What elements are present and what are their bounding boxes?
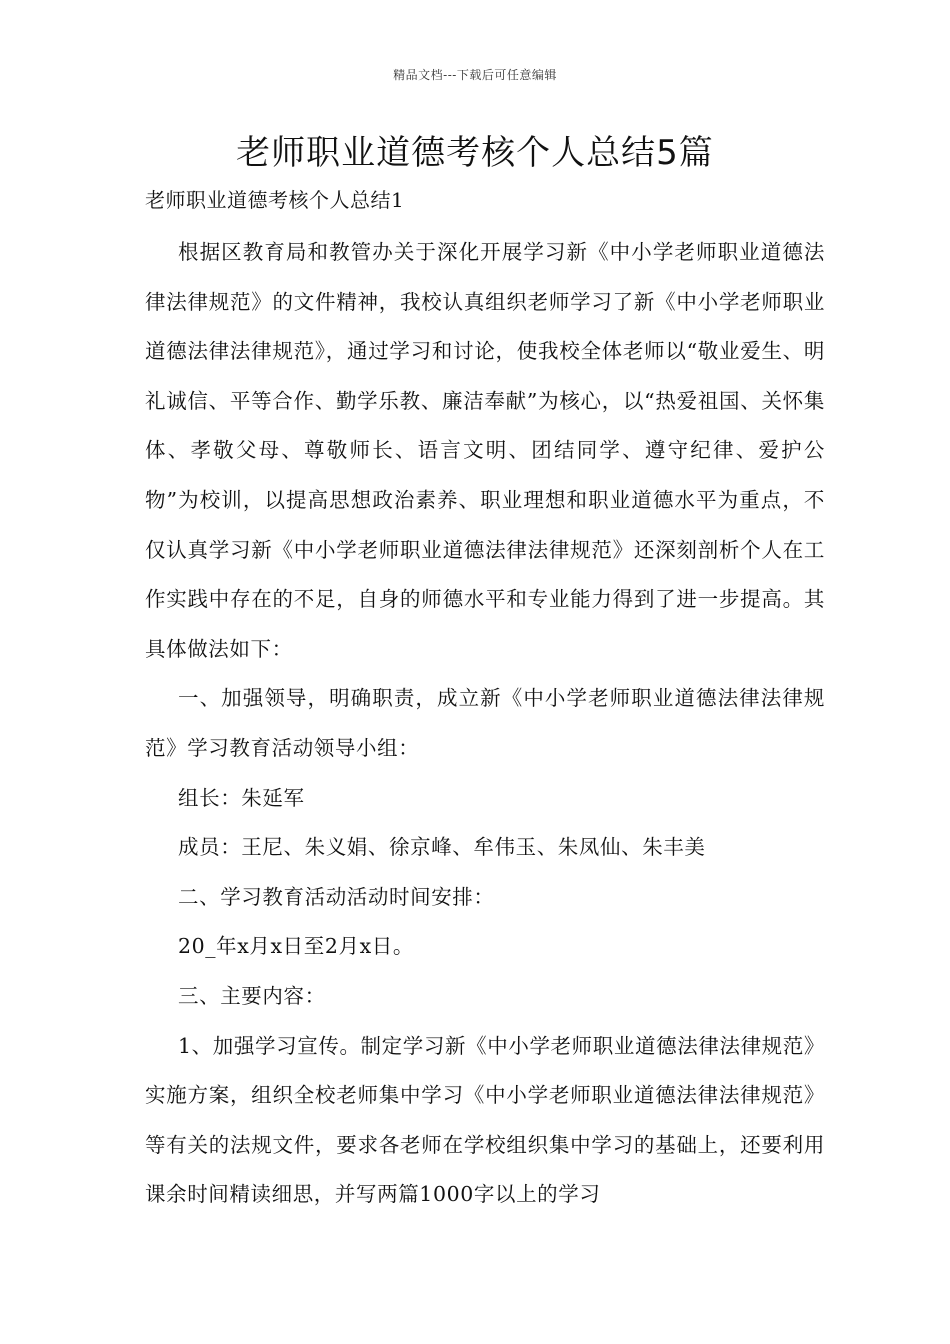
section-subtitle: 老师职业道德考核个人总结1 bbox=[145, 188, 405, 212]
paragraph-section-one: 一、加强领导，明确职责，成立新《中小学老师职业道德法律法律规范》学习教育活动领导小组： bbox=[145, 686, 825, 760]
document-title: 老师职业道德考核个人总结5篇 bbox=[236, 133, 714, 173]
paragraph-members: 成员：王尼、朱义娟、徐京峰、牟伟玉、朱凤仙、朱丰美 bbox=[178, 835, 706, 860]
paragraph-section-three: 三、主要内容： bbox=[178, 983, 326, 1008]
paragraph-item-one: 1、加强学习宣传。制定学习新《中小学老师职业道德法律法律规范》实施方案，组织全校老师集中学习《中小学老师职业道德法律法律规范》等有关的法规文件，要求各老师在学校组织集中学习的基础上，还要利用课余时间精读细思，并写两篇1000字以上的学习 bbox=[145, 1033, 825, 1207]
paragraph-date-range: 20_年x月x日至2月x日。 bbox=[178, 934, 414, 959]
paragraph-leader: 组长：朱延军 bbox=[178, 785, 305, 810]
header-note: 精品文档---下载后可任意编辑 bbox=[393, 68, 557, 82]
paragraph-section-two: 二、学习教育活动活动时间安排： bbox=[178, 884, 495, 909]
document-body bbox=[145, 228, 825, 1220]
paragraph-intro: 根据区教育局和教管办关于深化开展学习新《中小学老师职业道德法律法律规范》的文件精神，我校认真组织老师学习了新《中小学老师职业道德法律法律规范》，通过学习和讨论，使我校全体老师以“敬业爱生、明礼诚信、平等合作、勤学乐教、廉洁奉献”为核心，以“热爱祖国、关怀集体、孝敬父母、尊敬师长、语言文明、团结同学、遵守纪律、爱护公物”为校训，以提高思想政治素养、职业理想和职业道德水平为重点，不仅认真学习新《中小学老师职业道德法律法律规范》还深刻剖析个人在工作实践中存在的不足，自身的师德水平和专业能力得到了进一步提高。其具体做法如下： bbox=[145, 240, 825, 661]
